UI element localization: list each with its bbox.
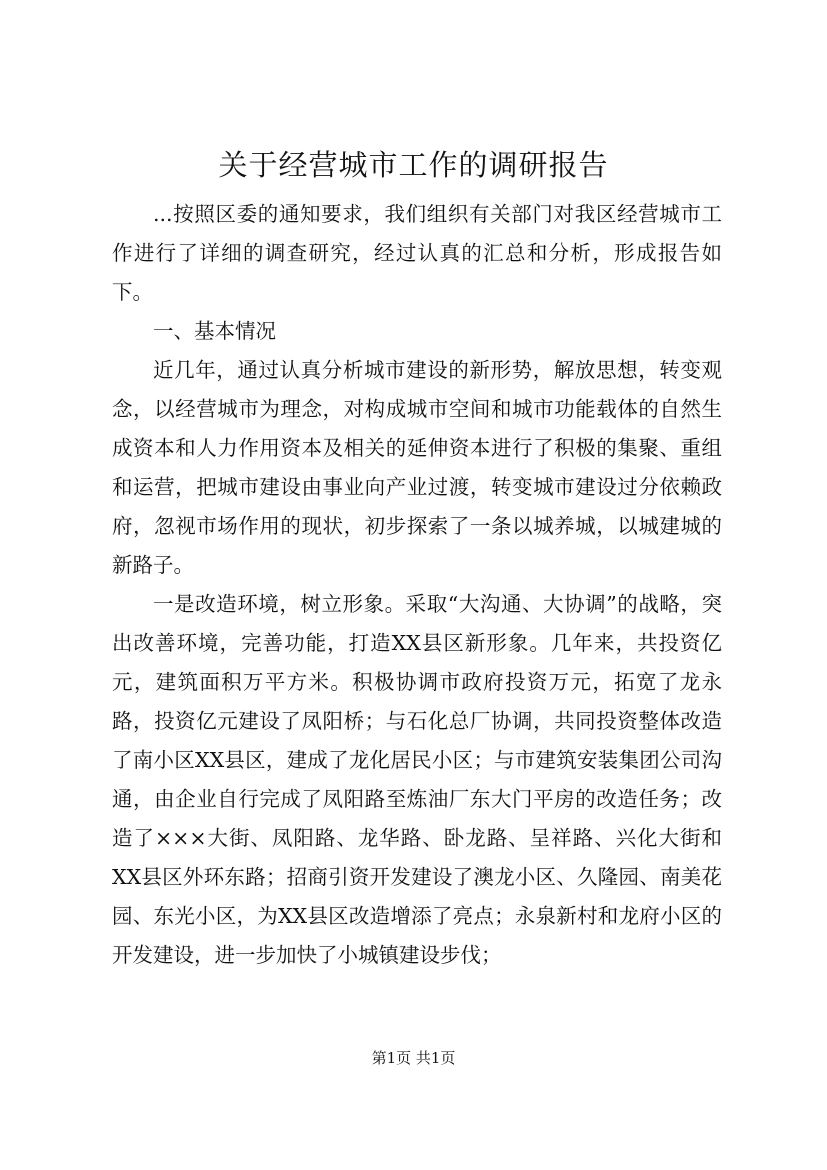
document-body — [112, 195, 722, 975]
paragraph-environment: 一是改造环境，树立形象。采取“大沟通、大协调”的战略，突出改善环境，完善功能，打造XX县区新形象。几年来，共投资亿元，建筑面积万平方米。积极协调市政府投资万元，拓宽了龙永路，投资亿元建设了凤阳桥；与石化总厂协调，共同投资整体改造了南小区XX县区，建成了龙化居民小区；与市建筑安装集团公司沟通，由企业自行完成了凤阳路至炼油厂东大门平房的改造任务；改造了×××大街、凤阳路、龙华路、卧龙路、呈祥路、兴化大街和XX县区外环东路；招商引资开发建设了澳龙小区、久隆园、南美花园、东光小区，为XX县区改造增添了亮点；永泉新村和龙府小区的开发建设，进一步加快了小城镇建设步伐； — [112, 592, 722, 967]
paragraph-overview: 近几年，通过认真分析城市建设的新形势，解放思想，转变观念，以经营城市为理念，对构成城市空间和城市功能载体的自然生成资本和人力作用资本及相关的延伸资本进行了积极的集聚、重组和运营，把城市建设由事业向产业过渡，转变城市建设过分依赖政府，忽视市场作用的现状，初步探索了一条以城养城，以城建城的新路子。 — [112, 358, 722, 577]
paragraph-intro: ...按照区委的通知要求，我们组织有关部门对我区经营城市工作进行了详细的调查研究，经过认真的汇总和分析，形成报告如下。 — [112, 202, 722, 304]
document-title: 关于经营城市工作的调研报告 — [218, 148, 609, 182]
section-heading-basic-situation: 一、基本情况 — [153, 319, 276, 343]
page-footer: 第1页 共1页 — [371, 1049, 456, 1067]
